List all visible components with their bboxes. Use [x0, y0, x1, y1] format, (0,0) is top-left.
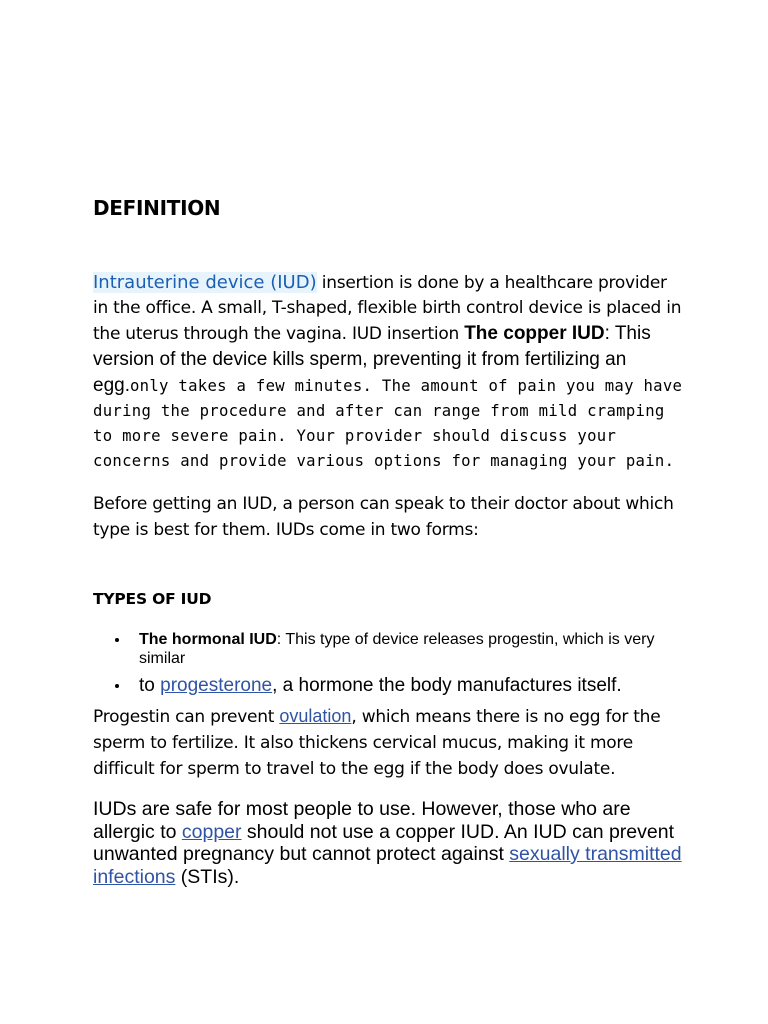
- safety-text-post: (STIs).: [175, 865, 240, 888]
- safety-paragraph: [93, 798, 693, 888]
- progestin-paragraph: [93, 703, 693, 782]
- list-item: [93, 674, 693, 697]
- hormonal-iud-text: : This type of device releases progestin, which is very similar: [139, 631, 655, 667]
- iud-link[interactable]: Intrauterine device (IUD): [93, 272, 317, 293]
- ovulation-link[interactable]: ovulation: [279, 706, 352, 726]
- bullet-icon: [115, 684, 119, 688]
- two-forms-paragraph: Before getting an IUD, a person can speak to their doctor about which type is best for them. IUDs come in two forms:: [93, 494, 674, 540]
- list-item: [93, 630, 693, 668]
- bullet-text-post: , a hormone the body manufactures itself.: [272, 675, 622, 696]
- definition-heading: DEFINITION: [93, 196, 221, 220]
- bullet-text-pre: to: [139, 675, 161, 696]
- insertion-pain-text: only takes a few minutes. The amount of pain you may have during the procedure and after can range from mild cramping to more severe pain. Your provider should discuss your concerns and provide various options for managing your pain.: [93, 377, 683, 470]
- hormonal-iud-term: The hormonal IUD: [139, 631, 277, 648]
- definition-paragraph: [93, 270, 683, 474]
- progestin-text-pre: Progestin can prevent: [93, 707, 280, 727]
- copper-iud-text: : This version of the device kills sperm, preventing it from fertilizing an egg.: [93, 323, 651, 396]
- insertion-text: insertion is done by a healthcare provider in the office. A small, T-shaped, flexible birth control device is placed in the uterus through the vagina. IUD insertion: [93, 273, 682, 344]
- bullet-icon: [115, 638, 119, 642]
- sti-link[interactable]: sexually transmitted infections: [93, 843, 682, 888]
- safety-text-pre: IUDs are safe for most people to use. However, those who are allergic to: [93, 798, 631, 843]
- types-list: [93, 630, 693, 697]
- copper-link[interactable]: copper: [181, 820, 242, 843]
- safety-text-mid: should not use a copper IUD. An IUD can prevent unwanted pregnancy but cannot protect against: [93, 820, 674, 865]
- progestin-text-post: , which means there is no egg for the sperm to fertilize. It also thickens cervical mucus, making it more difficult for sperm to travel to the egg if the body does ovulate.: [93, 707, 661, 779]
- progesterone-link[interactable]: progesterone: [160, 675, 273, 696]
- copper-iud-term: The copper IUD: [464, 323, 605, 344]
- types-heading: TYPES OF IUD: [93, 590, 212, 608]
